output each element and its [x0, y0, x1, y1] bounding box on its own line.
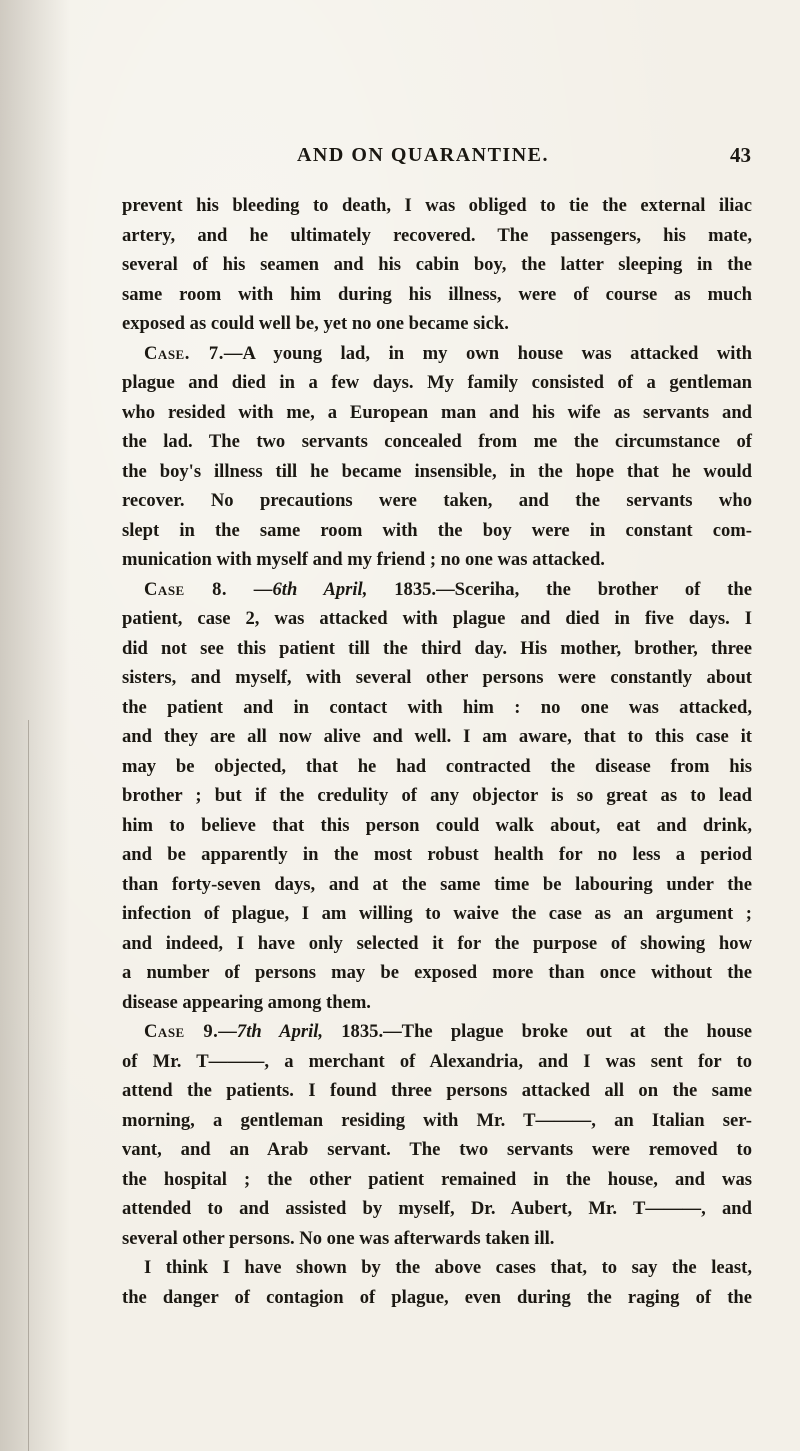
text-line: disease appearing among them. — [122, 991, 371, 1013]
gutter-line — [28, 720, 29, 1451]
case-9-text: 1835.—The plague broke out at the house — [341, 1021, 752, 1042]
case-9-date: —7th April, — [218, 1021, 324, 1042]
case-7-label: Case. 7. — [144, 342, 224, 364]
text-line: and they are all now alive and well. I am aware, that to this case it — [122, 726, 752, 747]
case-8-text: 1835.—Sceriha, the brother of the — [394, 578, 752, 600]
text-line: and indeed, I have only selected it for the purpose of showing how — [122, 932, 752, 954]
text-line: exposed as could well be, yet no one became sick. — [122, 313, 509, 334]
text-line: him to believe that this person could walk about, eat and drink, — [122, 814, 752, 836]
text-line: may be objected, that he had contracted the disease from his — [122, 755, 752, 777]
text-line: who resided with me, a European man and his wife as servants and — [122, 401, 752, 423]
text-line: of Mr. T———, a merchant of Alexandria, and I was sent for to — [122, 1050, 752, 1072]
text-line: morning, a gentleman residing with Mr. T———, an Italian ser- — [122, 1109, 752, 1131]
text-line — [122, 575, 752, 605]
running-head: AND ON QUARANTINE. — [296, 144, 549, 166]
text-line: the patient and in contact with him : no one was attacked, — [122, 696, 752, 718]
text-line: than forty-seven days, and at the same time be labouring under the — [122, 873, 752, 895]
body-text — [122, 191, 752, 1312]
case-8-label: Case 8. — [144, 578, 228, 600]
case-8-date: —6th April, — [253, 578, 368, 600]
text-line: and be apparently in the most robust health for no less a period — [122, 844, 752, 865]
text-line: patient, case 2, was attacked with plague and died in five days. I — [122, 608, 752, 629]
text-line: a number of persons may be exposed more than once without the — [122, 962, 752, 983]
text-line: several other persons. No one was afterwards taken ill. — [122, 1227, 555, 1249]
case-9-label: Case 9. — [144, 1021, 219, 1042]
text-line: same room with him during his illness, were of course as much — [122, 283, 752, 305]
text-line: brother ; but if the credulity of any objector is so great as to lead — [122, 785, 752, 806]
case-7-text: —A young lad, in my own house was attacked with — [223, 342, 752, 364]
binding-shadow — [0, 0, 70, 1451]
text-line: several of his seamen and his cabin boy, the latter sleeping in the — [122, 254, 752, 275]
text-line: recover. No precautions were taken, and the servants who — [122, 490, 752, 511]
text-line: artery, and he ultimately recovered. The passengers, his mate, — [122, 224, 752, 246]
text-line: infection of plague, I am willing to waive the case as an argument ; — [122, 903, 752, 924]
text-line: munication with myself and my friend ; no one was attacked. — [122, 549, 605, 570]
text-line — [122, 1017, 752, 1047]
text-line: vant, and an Arab servant. The two servants were removed to — [122, 1139, 752, 1160]
text-line: attended to and assisted by myself, Dr. Aubert, Mr. T———, and — [122, 1198, 752, 1219]
text-line: plague and died in a few days. My family consisted of a gentleman — [122, 372, 752, 393]
text-line — [122, 339, 752, 369]
text-line: attend the patients. I found three persons attacked all on the same — [122, 1080, 752, 1101]
text-line: the boy's illness till he became insensible, in the hope that he would — [122, 460, 752, 482]
text-line: the lad. The two servants concealed from me the circumstance of — [122, 431, 752, 452]
text-line: sisters, and myself, with several other persons were constantly about — [122, 667, 752, 688]
text-line: slept in the same room with the boy were in constant com- — [122, 519, 752, 541]
text-line: the hospital ; the other patient remained in the house, and was — [122, 1168, 752, 1190]
text-line: I think I have shown by the above cases that, to say the least, — [144, 1257, 752, 1278]
page-number: 43 — [730, 143, 751, 167]
text-line: did not see this patient till the third day. His mother, brother, three — [122, 637, 752, 659]
text-line: the danger of contagion of plague, even during the raging of the — [122, 1286, 752, 1308]
page-header — [95, 135, 751, 175]
text-line: prevent his bleeding to death, I was obliged to tie the external iliac — [122, 195, 752, 216]
